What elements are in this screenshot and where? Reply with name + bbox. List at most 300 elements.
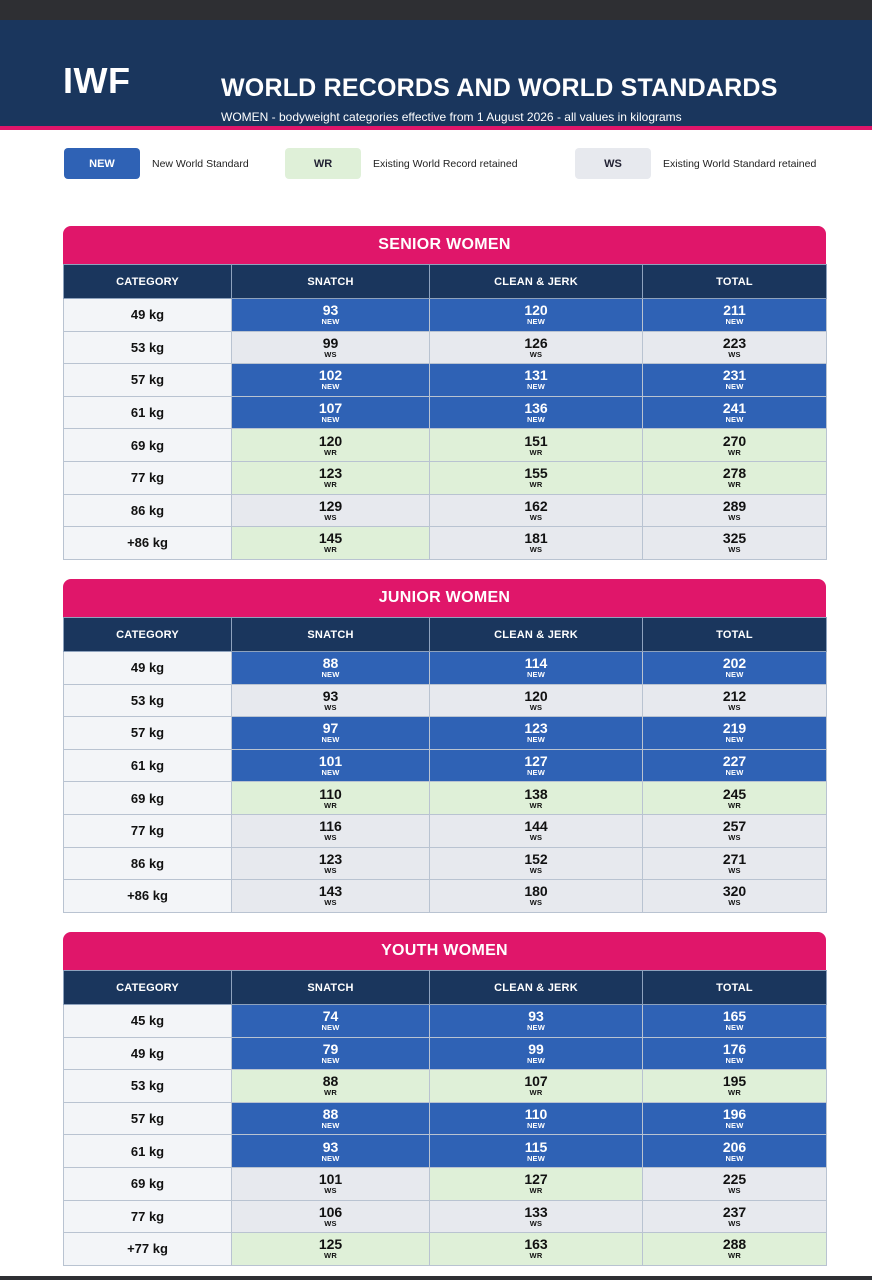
status-tag: WS bbox=[728, 833, 741, 843]
clean-jerk-cell bbox=[430, 1102, 643, 1135]
status-tag: NEW bbox=[526, 1023, 546, 1033]
value-number: 165 bbox=[722, 1008, 747, 1025]
value-number: 271 bbox=[722, 850, 747, 867]
value-number: 115 bbox=[524, 1138, 548, 1155]
status-tag: WR bbox=[529, 447, 543, 457]
status-tag: WR bbox=[728, 1251, 741, 1261]
value-number: 74 bbox=[322, 1008, 339, 1025]
value-number: 143 bbox=[318, 883, 343, 900]
status-tag: WR bbox=[324, 1088, 337, 1098]
legend-badge-ws: WS bbox=[575, 148, 651, 179]
status-tag: NEW bbox=[321, 768, 340, 778]
value-number: 126 bbox=[524, 334, 548, 351]
status-tag: WS bbox=[324, 865, 337, 875]
status-tag: NEW bbox=[725, 768, 744, 778]
snatch-cell bbox=[232, 1102, 430, 1135]
status-tag: WS bbox=[324, 702, 337, 712]
status-tag: WS bbox=[529, 865, 543, 875]
column-header-total: TOTAL bbox=[643, 618, 827, 652]
value-number: 93 bbox=[322, 302, 339, 319]
table-row bbox=[64, 652, 827, 685]
snatch-cell bbox=[232, 1005, 430, 1038]
value-number: 180 bbox=[524, 883, 548, 900]
status-tag: WS bbox=[728, 545, 741, 555]
status-tag: WS bbox=[324, 1218, 337, 1228]
category-cell: 69 kg bbox=[64, 1167, 232, 1200]
clean-jerk-cell bbox=[430, 1005, 643, 1038]
category-cell: +86 kg bbox=[64, 527, 232, 560]
value-number: 123 bbox=[318, 465, 343, 482]
status-tag: NEW bbox=[321, 1121, 340, 1131]
status-tag: WS bbox=[728, 349, 741, 359]
column-header-category: CATEGORY bbox=[64, 971, 232, 1005]
value-number: 99 bbox=[528, 1040, 544, 1057]
legend-badge-new: NEW bbox=[64, 148, 140, 179]
value-number: 93 bbox=[322, 1138, 339, 1155]
table-row bbox=[64, 364, 827, 397]
value-number: 151 bbox=[524, 432, 548, 449]
value-number: 162 bbox=[524, 497, 548, 514]
status-tag: NEW bbox=[725, 1153, 744, 1163]
column-header-clean-jerk: CLEAN & JERK bbox=[430, 618, 643, 652]
status-tag: NEW bbox=[526, 735, 546, 745]
category-cell: 77 kg bbox=[64, 814, 232, 847]
column-header-clean-jerk: CLEAN & JERK bbox=[430, 971, 643, 1005]
value-number: 102 bbox=[318, 367, 343, 384]
table-row bbox=[64, 1233, 827, 1266]
clean-jerk-cell bbox=[430, 396, 643, 429]
status-tag: NEW bbox=[321, 670, 340, 680]
table-row bbox=[64, 494, 827, 527]
status-tag: WS bbox=[529, 702, 543, 712]
total-cell bbox=[643, 782, 827, 815]
table-row bbox=[64, 1102, 827, 1135]
value-number: 289 bbox=[722, 497, 747, 514]
table-row bbox=[64, 331, 827, 364]
value-number: 88 bbox=[322, 655, 339, 672]
value-number: 133 bbox=[524, 1203, 548, 1220]
value-number: 114 bbox=[524, 655, 548, 672]
category-cell: 69 kg bbox=[64, 429, 232, 462]
top-window-bar bbox=[0, 0, 872, 20]
column-header-total: TOTAL bbox=[643, 971, 827, 1005]
snatch-cell bbox=[232, 847, 430, 880]
header-accent-stripe bbox=[0, 126, 872, 130]
value-number: 127 bbox=[524, 753, 548, 770]
total-cell bbox=[643, 331, 827, 364]
value-number: 155 bbox=[524, 465, 548, 482]
table-row bbox=[64, 880, 827, 913]
legend-text-ws: Existing World Standard retained bbox=[663, 158, 817, 170]
clean-jerk-cell bbox=[430, 1070, 643, 1103]
category-cell: 61 kg bbox=[64, 396, 232, 429]
total-cell bbox=[643, 847, 827, 880]
snatch-cell bbox=[232, 880, 430, 913]
total-cell bbox=[643, 1070, 827, 1103]
category-cell: 57 kg bbox=[64, 1102, 232, 1135]
status-tag: NEW bbox=[526, 1055, 546, 1065]
snatch-cell bbox=[232, 396, 430, 429]
value-number: 225 bbox=[722, 1171, 747, 1188]
status-tag: NEW bbox=[321, 415, 340, 425]
snatch-cell bbox=[232, 429, 430, 462]
value-number: 116 bbox=[319, 818, 342, 835]
status-tag: NEW bbox=[725, 317, 744, 327]
total-cell bbox=[643, 652, 827, 685]
status-tag: WR bbox=[529, 800, 543, 810]
records-table bbox=[63, 617, 827, 913]
status-tag: WR bbox=[529, 1186, 543, 1196]
status-tag: WS bbox=[324, 898, 337, 908]
clean-jerk-cell bbox=[430, 1167, 643, 1200]
status-tag: NEW bbox=[725, 1055, 744, 1065]
table-header-row bbox=[64, 265, 827, 299]
category-cell: 86 kg bbox=[64, 494, 232, 527]
category-cell: 61 kg bbox=[64, 749, 232, 782]
category-cell: 49 kg bbox=[64, 652, 232, 685]
clean-jerk-cell bbox=[430, 527, 643, 560]
status-tag: NEW bbox=[526, 317, 546, 327]
value-number: 123 bbox=[318, 850, 343, 867]
value-number: 107 bbox=[318, 400, 343, 417]
status-tag: NEW bbox=[725, 382, 744, 392]
status-tag: WS bbox=[529, 1218, 543, 1228]
value-number: 288 bbox=[722, 1236, 747, 1253]
clean-jerk-cell bbox=[430, 782, 643, 815]
value-number: 163 bbox=[524, 1236, 548, 1253]
value-number: 93 bbox=[528, 1008, 544, 1025]
category-cell: 49 kg bbox=[64, 1037, 232, 1070]
clean-jerk-cell bbox=[430, 749, 643, 782]
value-number: 99 bbox=[322, 334, 339, 351]
total-cell bbox=[643, 396, 827, 429]
value-number: 129 bbox=[318, 497, 343, 514]
status-tag: NEW bbox=[321, 1055, 340, 1065]
status-tag: NEW bbox=[321, 1153, 340, 1163]
table-header-row bbox=[64, 971, 827, 1005]
value-number: 110 bbox=[524, 1106, 548, 1123]
total-cell bbox=[643, 429, 827, 462]
value-number: 125 bbox=[318, 1236, 343, 1253]
status-tag: WS bbox=[324, 1186, 337, 1196]
status-tag: WR bbox=[529, 1088, 543, 1098]
snatch-cell bbox=[232, 331, 430, 364]
total-cell bbox=[643, 364, 827, 397]
total-cell bbox=[643, 1233, 827, 1266]
clean-jerk-cell bbox=[430, 364, 643, 397]
status-tag: WS bbox=[529, 833, 543, 843]
page-header bbox=[0, 20, 872, 126]
category-cell: 77 kg bbox=[64, 1200, 232, 1233]
status-tag: WR bbox=[728, 1088, 741, 1098]
snatch-cell bbox=[232, 1233, 430, 1266]
total-cell bbox=[643, 814, 827, 847]
category-cell: +77 kg bbox=[64, 1233, 232, 1266]
value-number: 212 bbox=[722, 687, 747, 704]
status-tag: WR bbox=[529, 1251, 543, 1261]
status-tag: WR bbox=[529, 480, 543, 490]
status-tag: NEW bbox=[321, 735, 340, 745]
column-header-snatch: SNATCH bbox=[232, 971, 430, 1005]
total-cell bbox=[643, 717, 827, 750]
value-number: 278 bbox=[722, 465, 747, 482]
status-tag: WR bbox=[324, 480, 337, 490]
value-number: 176 bbox=[722, 1040, 747, 1057]
category-cell: 57 kg bbox=[64, 717, 232, 750]
value-number: 241 bbox=[722, 400, 747, 417]
status-tag: WR bbox=[728, 480, 741, 490]
status-tag: WS bbox=[728, 865, 741, 875]
status-tag: NEW bbox=[526, 415, 546, 425]
table-row bbox=[64, 396, 827, 429]
table-row bbox=[64, 1167, 827, 1200]
page-title: WORLD RECORDS AND WORLD STANDARDS bbox=[221, 74, 778, 102]
snatch-cell bbox=[232, 1135, 430, 1168]
status-tag: NEW bbox=[725, 1121, 744, 1131]
legend-badge-wr: WR bbox=[285, 148, 361, 179]
value-number: 136 bbox=[524, 400, 548, 417]
snatch-cell bbox=[232, 299, 430, 332]
clean-jerk-cell bbox=[430, 814, 643, 847]
total-cell bbox=[643, 1167, 827, 1200]
table-row bbox=[64, 1005, 827, 1038]
snatch-cell bbox=[232, 1200, 430, 1233]
clean-jerk-cell bbox=[430, 880, 643, 913]
table-row bbox=[64, 1037, 827, 1070]
value-number: 120 bbox=[524, 687, 548, 704]
status-tag: WS bbox=[728, 512, 741, 522]
value-number: 120 bbox=[524, 302, 548, 319]
value-number: 211 bbox=[723, 302, 746, 319]
snatch-cell bbox=[232, 749, 430, 782]
clean-jerk-cell bbox=[430, 494, 643, 527]
records-section bbox=[63, 226, 826, 560]
value-number: 144 bbox=[524, 818, 548, 835]
clean-jerk-cell bbox=[430, 429, 643, 462]
legend-text-new: New World Standard bbox=[152, 158, 249, 170]
snatch-cell bbox=[232, 684, 430, 717]
value-number: 93 bbox=[322, 687, 339, 704]
status-tag: NEW bbox=[526, 670, 546, 680]
value-number: 270 bbox=[722, 432, 747, 449]
snatch-cell bbox=[232, 782, 430, 815]
column-header-snatch: SNATCH bbox=[232, 618, 430, 652]
table-row bbox=[64, 1135, 827, 1168]
clean-jerk-cell bbox=[430, 331, 643, 364]
snatch-cell bbox=[232, 364, 430, 397]
section-title: JUNIOR WOMEN bbox=[63, 579, 826, 617]
column-header-snatch: SNATCH bbox=[232, 265, 430, 299]
clean-jerk-cell bbox=[430, 717, 643, 750]
category-cell: 45 kg bbox=[64, 1005, 232, 1038]
clean-jerk-cell bbox=[430, 461, 643, 494]
clean-jerk-cell bbox=[430, 1037, 643, 1070]
status-tag: WR bbox=[324, 800, 337, 810]
value-number: 231 bbox=[722, 367, 747, 384]
value-number: 79 bbox=[322, 1040, 339, 1057]
value-number: 97 bbox=[322, 720, 339, 737]
snatch-cell bbox=[232, 1167, 430, 1200]
total-cell bbox=[643, 880, 827, 913]
value-number: 145 bbox=[318, 530, 343, 547]
section-title: YOUTH WOMEN bbox=[63, 932, 826, 970]
total-cell bbox=[643, 299, 827, 332]
value-number: 219 bbox=[722, 720, 747, 737]
legend-text-wr: Existing World Record retained bbox=[373, 158, 518, 170]
snatch-cell bbox=[232, 527, 430, 560]
table-row bbox=[64, 684, 827, 717]
status-tag: WS bbox=[728, 1218, 741, 1228]
clean-jerk-cell bbox=[430, 299, 643, 332]
table-row bbox=[64, 299, 827, 332]
category-cell: 53 kg bbox=[64, 684, 232, 717]
status-tag: NEW bbox=[526, 1121, 546, 1131]
status-tag: NEW bbox=[725, 415, 744, 425]
snatch-cell bbox=[232, 814, 430, 847]
value-number: 195 bbox=[722, 1073, 747, 1090]
value-number: 245 bbox=[722, 785, 747, 802]
status-tag: NEW bbox=[526, 382, 546, 392]
value-number: 196 bbox=[722, 1106, 747, 1123]
value-number: 202 bbox=[722, 655, 747, 672]
status-tag: NEW bbox=[321, 382, 340, 392]
table-row bbox=[64, 782, 827, 815]
status-tag: WS bbox=[728, 702, 741, 712]
value-number: 101 bbox=[318, 753, 343, 770]
records-section bbox=[63, 932, 826, 1266]
snatch-cell bbox=[232, 652, 430, 685]
category-cell: 61 kg bbox=[64, 1135, 232, 1168]
clean-jerk-cell bbox=[430, 1135, 643, 1168]
status-tag: NEW bbox=[725, 735, 744, 745]
value-number: 152 bbox=[524, 850, 548, 867]
column-header-total: TOTAL bbox=[643, 265, 827, 299]
value-number: 227 bbox=[722, 753, 747, 770]
table-row bbox=[64, 429, 827, 462]
column-header-category: CATEGORY bbox=[64, 265, 232, 299]
value-number: 127 bbox=[524, 1171, 548, 1188]
table-header-row bbox=[64, 618, 827, 652]
value-number: 325 bbox=[722, 530, 747, 547]
value-number: 106 bbox=[318, 1203, 343, 1220]
category-cell: 77 kg bbox=[64, 461, 232, 494]
value-number: 123 bbox=[524, 720, 548, 737]
table-row bbox=[64, 1200, 827, 1233]
snatch-cell bbox=[232, 461, 430, 494]
table-row bbox=[64, 717, 827, 750]
total-cell bbox=[643, 461, 827, 494]
snatch-cell bbox=[232, 1070, 430, 1103]
status-tag: WS bbox=[529, 512, 543, 522]
value-number: 223 bbox=[722, 334, 747, 351]
status-tag: NEW bbox=[725, 670, 744, 680]
total-cell bbox=[643, 1037, 827, 1070]
value-number: 101 bbox=[318, 1171, 343, 1188]
status-tag: WR bbox=[324, 1251, 337, 1261]
status-tag: WS bbox=[728, 1186, 741, 1196]
value-number: 237 bbox=[722, 1203, 747, 1220]
records-table bbox=[63, 264, 827, 560]
total-cell bbox=[643, 1102, 827, 1135]
status-tag: NEW bbox=[321, 1023, 340, 1033]
value-number: 88 bbox=[322, 1106, 339, 1123]
category-cell: 49 kg bbox=[64, 299, 232, 332]
status-tag: NEW bbox=[526, 768, 546, 778]
clean-jerk-cell bbox=[430, 652, 643, 685]
snatch-cell bbox=[232, 717, 430, 750]
table-row bbox=[64, 527, 827, 560]
category-cell: +86 kg bbox=[64, 880, 232, 913]
table-row bbox=[64, 847, 827, 880]
status-tag: WR bbox=[324, 447, 337, 457]
status-tag: WS bbox=[529, 349, 543, 359]
clean-jerk-cell bbox=[430, 1200, 643, 1233]
clean-jerk-cell bbox=[430, 1233, 643, 1266]
table-row bbox=[64, 814, 827, 847]
value-number: 120 bbox=[318, 432, 343, 449]
status-tag: WS bbox=[324, 833, 337, 843]
snatch-cell bbox=[232, 1037, 430, 1070]
status-tag: WR bbox=[728, 447, 741, 457]
value-number: 320 bbox=[722, 883, 747, 900]
total-cell bbox=[643, 749, 827, 782]
status-tag: WS bbox=[324, 512, 337, 522]
category-cell: 57 kg bbox=[64, 364, 232, 397]
status-tag: WS bbox=[324, 349, 337, 359]
table-row bbox=[64, 749, 827, 782]
status-tag: WR bbox=[728, 800, 741, 810]
status-tag: WS bbox=[529, 898, 543, 908]
records-table bbox=[63, 970, 827, 1266]
table-row bbox=[64, 1070, 827, 1103]
value-number: 138 bbox=[524, 785, 548, 802]
section-title: SENIOR WOMEN bbox=[63, 226, 826, 264]
bottom-window-bar bbox=[0, 1276, 872, 1280]
value-number: 107 bbox=[524, 1073, 548, 1090]
page-subtitle: WOMEN - bodyweight categories effective from 1 August 2026 - all values in kilograms bbox=[221, 110, 682, 124]
value-number: 181 bbox=[524, 530, 548, 547]
column-header-clean-jerk: CLEAN & JERK bbox=[430, 265, 643, 299]
status-tag: WR bbox=[324, 545, 337, 555]
category-cell: 69 kg bbox=[64, 782, 232, 815]
value-number: 131 bbox=[524, 367, 548, 384]
clean-jerk-cell bbox=[430, 847, 643, 880]
category-cell: 53 kg bbox=[64, 331, 232, 364]
column-header-category: CATEGORY bbox=[64, 618, 232, 652]
status-tag: WS bbox=[728, 898, 741, 908]
total-cell bbox=[643, 1005, 827, 1038]
total-cell bbox=[643, 527, 827, 560]
status-tag: NEW bbox=[725, 1023, 744, 1033]
status-tag: NEW bbox=[526, 1153, 546, 1163]
total-cell bbox=[643, 684, 827, 717]
iwf-logo: IWF bbox=[63, 60, 131, 101]
category-cell: 86 kg bbox=[64, 847, 232, 880]
total-cell bbox=[643, 1200, 827, 1233]
value-number: 88 bbox=[322, 1073, 339, 1090]
total-cell bbox=[643, 1135, 827, 1168]
value-number: 110 bbox=[319, 785, 342, 802]
total-cell bbox=[643, 494, 827, 527]
status-tag: NEW bbox=[321, 317, 340, 327]
value-number: 206 bbox=[722, 1138, 747, 1155]
records-section bbox=[63, 579, 826, 913]
legend bbox=[0, 148, 872, 180]
value-number: 257 bbox=[722, 818, 747, 835]
snatch-cell bbox=[232, 494, 430, 527]
status-tag: WS bbox=[529, 545, 543, 555]
table-row bbox=[64, 461, 827, 494]
